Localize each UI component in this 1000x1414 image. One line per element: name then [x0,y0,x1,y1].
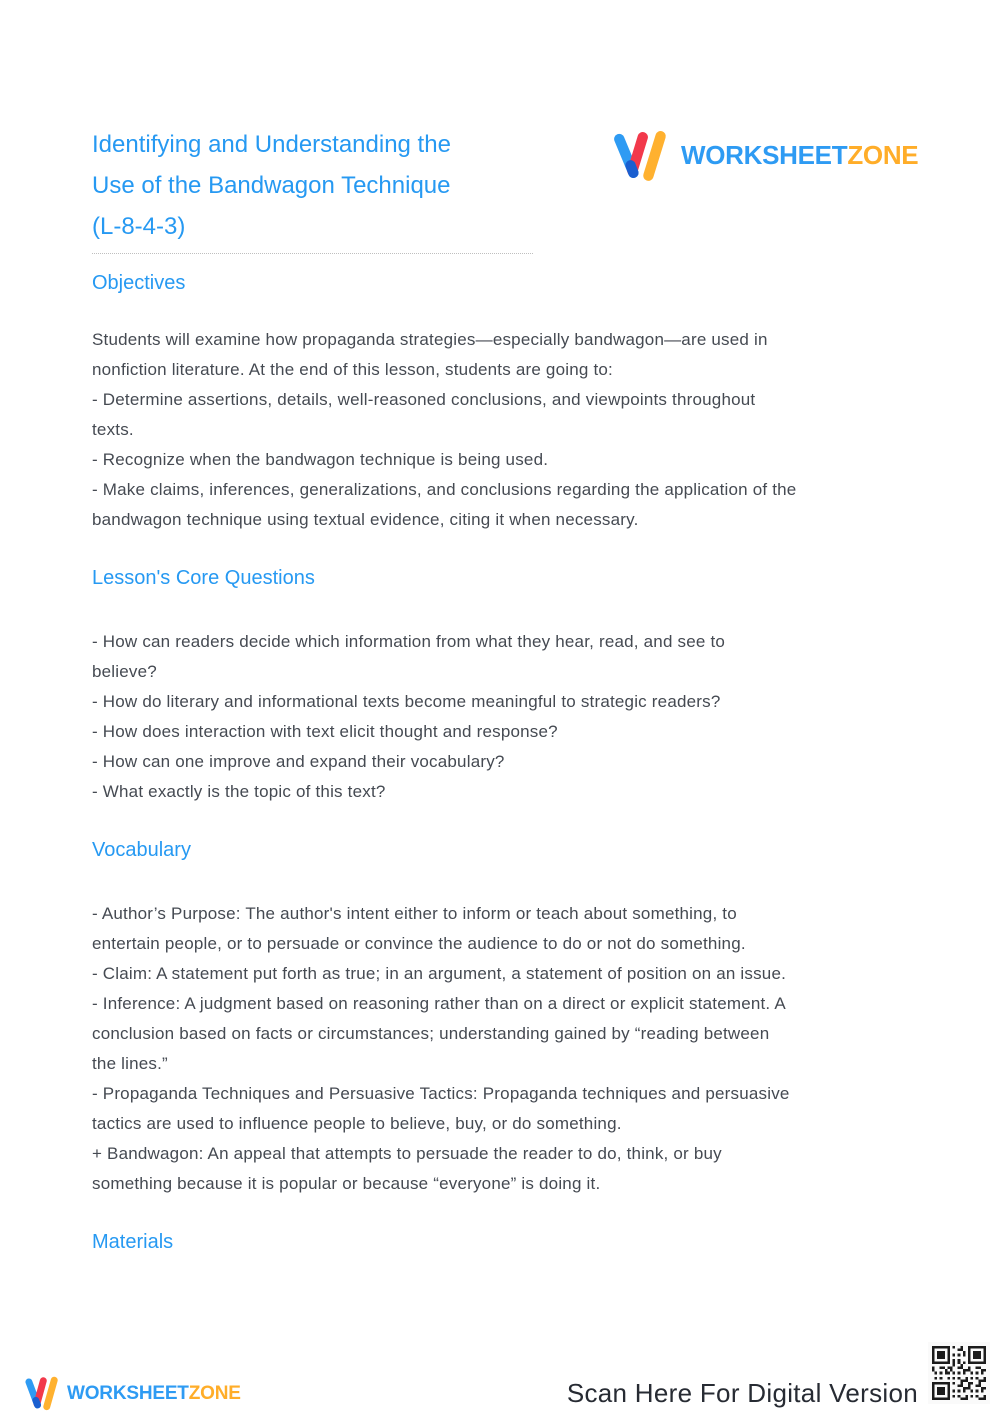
text-line: - Make claims, inferences, generalizations, and conclusions regarding the application of the [92,480,797,499]
text-line: - Recognize when the bandwagon technique is being used. [92,450,549,469]
text-line: - How can one improve and expand their vocabulary? [92,752,505,771]
text-line: - Claim: A statement put forth as true; in an argument, a statement of position on an issue. [92,964,787,983]
section-vocabulary [92,839,908,1199]
vocabulary-text [92,899,908,1199]
text-line: - How do literary and informational texts become meaningful to strategic readers? [92,692,721,711]
brand-zone: ZONE [847,139,919,170]
document-content [92,0,908,1254]
text-line: - Propaganda Techniques and Persuasive Tactics: Propaganda techniques and persuasive [92,1084,790,1103]
footer-worksheetzone-logo [22,1372,241,1414]
title-line: (L-8-4-3) [92,213,186,240]
text-line: - Inference: A judgment based on reasoning rather than on a direct or explicit statement. A [92,994,786,1013]
section-heading-objectives: Objectives [92,272,186,294]
qr-code [932,1346,986,1400]
text-line: - What exactly is the topic of this text? [92,782,386,801]
section-objectives [92,272,908,535]
text-line: entertain people, or to persuade or convince the audience to do or not do something. [92,934,746,953]
text-line: something because it is popular or because “everyone” is doing it. [92,1174,601,1193]
title-line: Identifying and Understanding the [92,131,451,158]
text-line: - How does interaction with text elicit thought and response? [92,722,558,741]
text-line: Students will examine how propaganda strategies—especially bandwagon—are used in [92,330,768,349]
text-line: conclusion based on facts or circumstances; understanding gained by “reading between [92,1024,770,1043]
section-heading-core-questions: Lesson's Core Questions [92,567,315,589]
text-line: believe? [92,662,157,681]
section-heading-vocabulary: Vocabulary [92,839,191,861]
text-line: - Author’s Purpose: The author's intent either to inform or teach about something, to [92,904,737,923]
text-line: bandwagon technique using textual evidence, citing it when necessary. [92,510,639,529]
text-line: the lines.” [92,1054,168,1073]
objectives-text [92,325,908,535]
text-line: + Bandwagon: An appeal that attempts to persuade the reader to do, think, or buy [92,1144,722,1163]
qr-code-container [928,1342,990,1404]
core-questions-text [92,627,908,807]
brand-worksheet: WORKSHEET [681,139,848,170]
scan-here-label: Scan Here For Digital Version [566,1378,918,1408]
section-materials [92,1231,908,1254]
text-line: - How can readers decide which information from what they hear, read, and see to [92,632,726,651]
title-line: Use of the Bandwagon Technique [92,172,451,199]
text-line: tactics are used to influence people to believe, buy, or do something. [92,1114,622,1133]
worksheetzone-w-icon [22,1372,60,1414]
section-core-questions [92,567,908,807]
section-heading-materials: Materials [92,1231,174,1253]
text-line: texts. [92,420,134,439]
brand-worksheet: WORKSHEET [67,1383,189,1404]
footer-worksheetzone-wordmark [67,1383,241,1405]
text-line: - Determine assertions, details, well-reasoned conclusions, and viewpoints throughout [92,390,756,409]
page-title [92,124,533,254]
text-line: nonfiction literature. At the end of this lesson, students are going to: [92,360,613,379]
brand-zone: ZONE [188,1383,241,1404]
